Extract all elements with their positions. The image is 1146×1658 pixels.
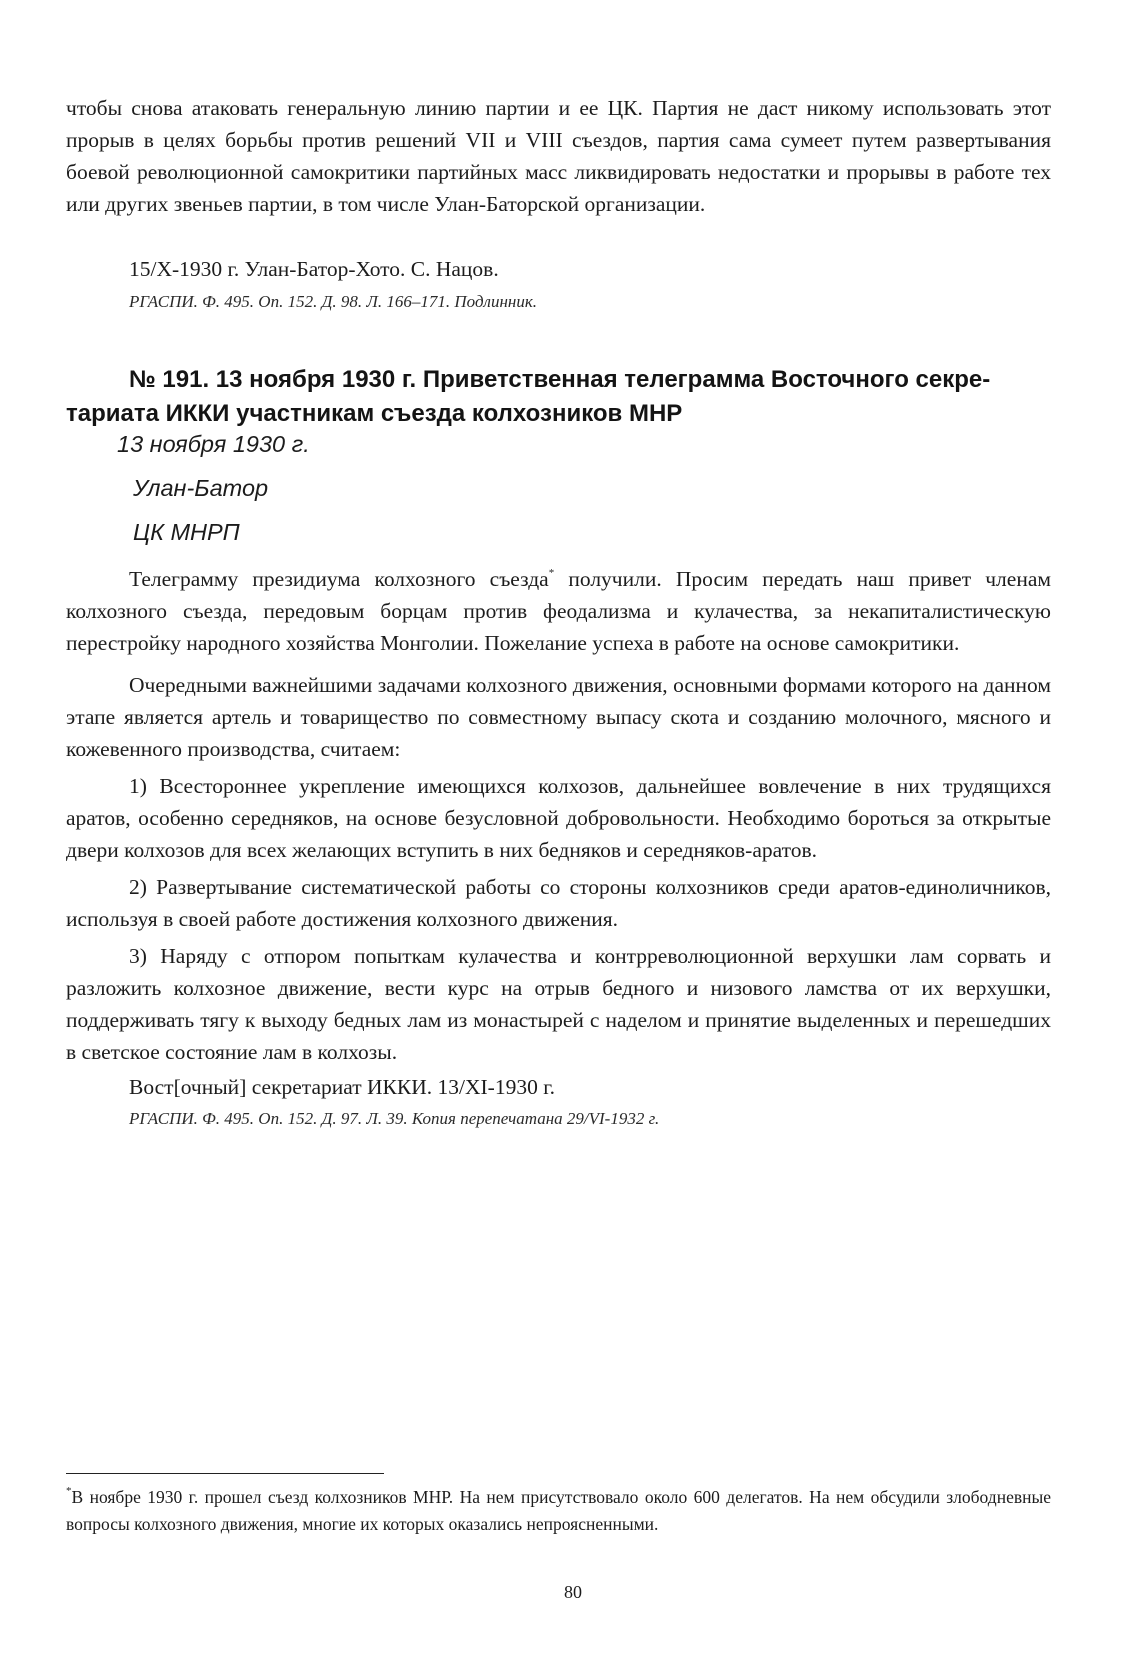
page-number: 80 [564,1582,582,1602]
document-place: Улан-Батор [133,475,269,501]
body-paragraph-1 [66,563,1051,659]
footnote-reference-mark: * [548,566,555,579]
list-item-2: 2) Развертывание систематической работы со стороны колхозников среди аратов-единоличников, используя в своей работе достижения колхозного движения. [66,875,1051,931]
document-heading-line1: № 191. 13 ноября 1930 г. Приветственная телеграмма Восточного секре- [129,366,991,393]
continuation-text: чтобы снова атаковать генеральную линию партии и ее ЦК. Партия не даст никому использовать этот прорыв в целях борьбы против решений VII и VIII съездов, партия сама сумеет путем развертывания боевой революционной самокритики партийных масс ликвидировать недостатки и прорывы в работе тех или других звеньев партии, в том числе Улан-Баторской организации. [66,96,1051,216]
document-heading-line2: тариата ИККИ участникам съезда колхозников МНР [66,400,683,427]
continuation-signature: 15/X-1930 г. Улан-Батор-Хото. С. Нацов. [129,257,499,281]
document-signature: Вост[очный] секретариат ИККИ. 13/XI-1930 г. [129,1075,555,1099]
continuation-source: РГАСПИ. Ф. 495. Оп. 152. Д. 98. Л. 166–171. Подлинник. [129,292,538,311]
document-date: 13 ноября 1930 г. [117,431,310,457]
footnote [66,1484,1051,1538]
document-addressee: ЦК МНРП [133,519,240,545]
document-body [66,563,1051,1068]
footnote-divider [66,1473,384,1474]
body-paragraph-2: Очередными важнейшими задачами колхозного движения, основными формами которого на данном этапе является артель и товарищество по совместному выпасу скота и созданию молочного, мясного и кожевенного производства, считаем: [66,673,1051,761]
document-source: РГАСПИ. Ф. 495. Оп. 152. Д. 97. Л. 39. Копия перепечатана 29/VI-1932 г. [129,1109,660,1128]
list-item-1: 1) Всестороннее укрепление имеющихся колхозов, дальнейшее вовлечение в них трудящихся аратов, особенно середняков, на основе безусловной добровольности. Необходимо бороться за открытые двери колхозов для всех желающих вступить в них бедняков и середняков-аратов. [66,774,1051,862]
list-item-3: 3) Наряду с отпором попыткам кулачества и контрреволюционной верхушки лам сорвать и разложить колхозное движение, вести курс на отрыв бедного и низового ламства от их верхушки, поддерживать тягу к выходу бедных лам из монастырей с наделом и принятие выделенных и перешедших в светское состояние лам в колхозы. [66,944,1051,1064]
continuation-paragraph [66,92,1051,220]
document-heading [66,363,1051,431]
footnote-text: В ноябре 1930 г. прошел съезд колхозников МНР. На нем присутствовало около 600 делегатов. На нем обсудили злободневные вопросы колхозного движения, многие их которых оказались непроясненными. [66,1487,1051,1534]
body-paragraph-1-end: получили. Просим передать наш привет членам колхозного съезда, передовым борцам против феодализма и кулачества, за некапиталистическую перестройку народного хозяйства Монголии. Пожелание успеха в работе на основе самокритики. [66,567,1051,655]
footnote-mark: * [66,1485,72,1498]
body-paragraph-1-start: Телеграмму президиума колхозного съезда [129,567,549,591]
